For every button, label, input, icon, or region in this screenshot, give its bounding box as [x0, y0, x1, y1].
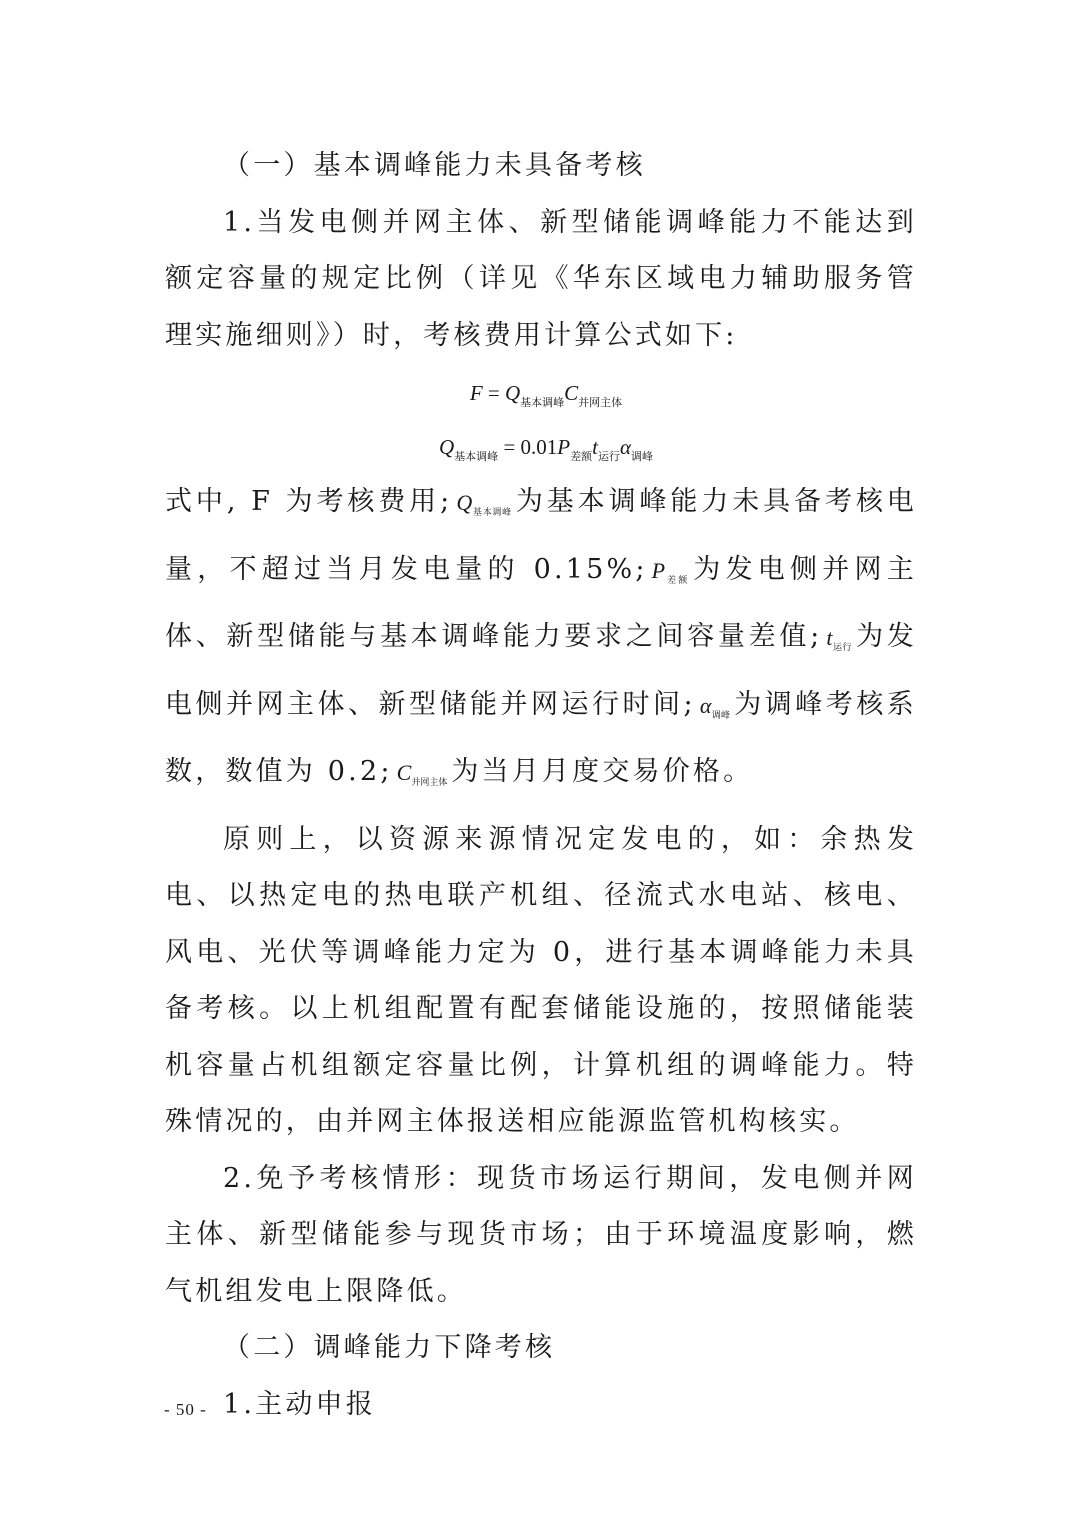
inline-var-p: [651, 557, 690, 586]
formula-var-f: F: [469, 381, 483, 405]
formula-sub-t: 运行: [597, 450, 620, 463]
inline-var-q-symbol: Q: [456, 490, 473, 515]
formula-sub-c: 并网主体: [578, 396, 623, 409]
paragraph-item-2: 2.免予考核情形：现货市场运行期间，发电侧并网主体、新型储能参与现货市场；由于环境温度影响，燃气机组发电上限降低。: [165, 1162, 917, 1307]
explain-text-1: 式中, F 为考核费用;: [165, 486, 453, 517]
page-number: - 50 -: [164, 1400, 207, 1419]
inline-var-alpha-sub: 调峰: [711, 710, 731, 721]
inline-var-alpha: [699, 692, 731, 721]
formula-equals: =: [498, 435, 521, 459]
inline-var-t-sub: 运行: [832, 643, 853, 653]
formula-fee: [165, 366, 917, 420]
section-heading-2: （二）调峰能力下降考核: [223, 1332, 556, 1363]
paragraph-section2-item-1: 1.主动申报: [223, 1388, 376, 1420]
formula-equals: =: [482, 381, 505, 405]
inline-var-t-symbol: t: [826, 625, 833, 650]
formula-sub-q: 基本调峰: [520, 396, 565, 409]
formula-var-alpha: α: [619, 435, 631, 459]
section-heading-1: （一）基本调峰能力未具备考核: [223, 150, 646, 181]
inline-var-q-sub: 基本调峰: [472, 508, 512, 518]
inline-var-p-symbol: P: [651, 557, 666, 583]
formula-var-c: C: [564, 381, 579, 405]
inline-var-p-sub: 差额: [665, 575, 690, 586]
paragraph-principle: 原则上，以资源来源情况定发电的，如：余热发电、以热定电的热电联产机组、径流式水电站、核电、风电、光伏等调峰能力定为 0，进行基本调峰能力未具备考核。以上机组配置有配套储能设施的，按照储能装机容量占机组额定容量比例，计算机组的调峰能力。特殊情况的，由并网主体报送相应能源监管机构核实。: [165, 823, 917, 1137]
inline-var-c: [396, 760, 448, 788]
formula-sub-q: 基本调峰: [454, 450, 499, 463]
explain-text-6: 为当月月度交易价格。: [451, 756, 754, 787]
inline-var-t: [826, 625, 853, 653]
formula-var-q: Q: [504, 381, 521, 405]
inline-var-c-symbol: C: [396, 760, 412, 785]
document-body: [165, 138, 917, 1433]
explain-text-2: 为基本调峰能力未具备考核电量，不超过当月发电量的 0.15%;: [165, 486, 917, 585]
explain-text-4: 为发电侧并网主体、新型储能并网运行时间;: [165, 621, 917, 720]
paragraph-variable-explanation: [165, 474, 917, 812]
explain-text-3: 为发电侧并网主体、新型储能与基本调峰能力要求之间容量差值;: [165, 553, 917, 652]
inline-var-alpha-symbol: α: [699, 692, 712, 718]
formula-coefficient: 0.01: [520, 435, 558, 459]
formula-var-p: P: [557, 435, 571, 459]
formula-var-q: Q: [439, 435, 455, 459]
formula-var-t: t: [592, 435, 598, 459]
formula-sub-p: 差额: [570, 450, 593, 463]
paragraph-item-1: 1.当发电侧并网主体、新型储能调峰能力不能达到额定容量的规定比例（详见《华东区域电力辅助服务管理实施细则》）时，考核费用计算公式如下:: [165, 206, 917, 351]
inline-var-q: [456, 490, 512, 518]
inline-var-c-sub: 并网主体: [411, 778, 448, 788]
formula-sub-alpha: 调峰: [630, 450, 653, 463]
formula-quantity: [165, 420, 917, 474]
explain-text-5: 为调峰考核系数，数值为 0.2;: [165, 688, 917, 787]
